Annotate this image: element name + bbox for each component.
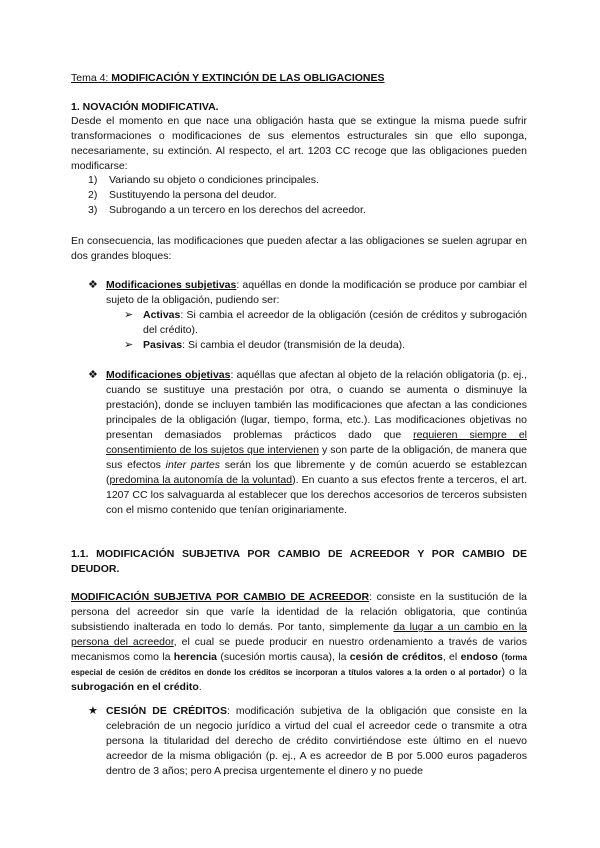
- title-main: MODIFICACIÓN Y EXTINCIÓN DE LAS OBLIGACIONES: [111, 72, 385, 84]
- objective-text: ). En cuanto a sus efectos frente a terceros, el art. 1207 CC los salvaguarda al establecer que los derechos accesorios de terceros subsisten con el mismo contenido que tenían originariamente.: [106, 474, 527, 516]
- cesion-creditos-paragraph: [106, 704, 527, 779]
- list-text: Variando su objeto o condiciones principales.: [109, 174, 319, 186]
- list-item: [88, 203, 366, 218]
- creditor-change-paragraph: [71, 590, 527, 695]
- modification-list: [88, 173, 366, 218]
- creditor-text: .: [198, 681, 202, 693]
- intro-paragraph: Desde el momento en que nace una obligación hasta que se extingue la misma puede sufrir transformaciones o modificaciones de sus elementos estructurales sin que ello suponga, necesariamente, su extinción. Al respecto, el art. 1203 CC recoge que las obligaciones pueden modificarse:: [71, 115, 527, 172]
- subrogacion-bold: subrogación en el crédito: [71, 681, 199, 693]
- objective-modifications-paragraph: [106, 368, 527, 518]
- list-text: Sustituyendo la persona del deudor.: [109, 189, 277, 201]
- diamond-bullet-icon: ❖: [88, 279, 98, 291]
- pasivas-label: Pasivas: [143, 339, 183, 351]
- section-heading-novacion: 1. NOVACIÓN MODIFICATIVA.: [71, 101, 219, 113]
- section-heading-cambio-acreedor-deudor: 1.1. MODIFICACIÓN SUBJETIVA POR CAMBIO DE ACREEDOR Y POR CAMBIO DE DEUDOR.: [71, 548, 527, 575]
- objective-text: : aquéllas que afectan al objeto de la relación obligatoria (p. ej., cuando se sustituye una prestación por otra, o cuando se aumenta o disminuye la prestación), donde se incluyen también las modificaciones que afectan a las condiciones principales de la obligación (lugar, tiempo, forma, etc.). Las modificaciones objetivas no presentan demasiados problemas prácticos dado que: [106, 369, 527, 441]
- inter-partes-italic: inter partes: [165, 459, 220, 471]
- endoso-bold: endoso: [460, 651, 498, 663]
- list-number: 3): [88, 204, 98, 216]
- arrow-bullet-icon: ➢: [124, 309, 134, 321]
- cesion-text: : modificación subjetiva de la obligación que consiste en la celebración de un negocio jurídico a virtud del cual el acreedor cede o transmite a otra persona la titularidad del derecho de crédito convirtiéndose este último en el nuevo acreedor de la misma obligación (p. ej., A es acreedor de B por 5.000 euros pagaderos dentro de 3 años; pero A precisa urgentemente el dinero y no puede: [106, 705, 527, 777]
- star-bullet-icon: ★: [88, 705, 98, 717]
- creditor-text: ) o la: [501, 666, 528, 678]
- creditor-text: : consiste en la sustitución de la persona del acreedor sin que varíe la identidad de la relación obligatoria, que continúa subsistiendo inalterada en todo lo demás. Por tanto, simplemente: [71, 591, 527, 633]
- list-item: [88, 188, 366, 203]
- subjective-text: : aquéllas en donde la modificación se produce por cambiar el sujeto de la obligación, pudiendo ser:: [106, 279, 528, 306]
- creditor-text: (: [497, 651, 505, 663]
- list-number: 1): [88, 174, 98, 186]
- objective-text: serán los que libremente y de común acuerdo se establezcan (: [106, 459, 528, 486]
- document-title: [71, 71, 531, 86]
- list-item: [88, 173, 366, 188]
- pasivas-item: [143, 338, 527, 353]
- list-number: 2): [88, 189, 98, 201]
- consequence-paragraph: En consecuencia, las modificaciones que pueden afectar a las obligaciones se suelen agrupar en dos grandes bloques:: [71, 235, 527, 262]
- creditor-change-label: MODIFICACIÓN SUBJETIVA POR CAMBIO DE ACREEDOR: [71, 591, 370, 603]
- herencia-bold: herencia: [173, 651, 217, 663]
- creditor-text: (sucesión mortis causa), la: [216, 651, 350, 663]
- objective-text: y son parte de la obligación, de manera que sus efectos: [106, 444, 527, 471]
- creditor-text: , el: [442, 651, 461, 663]
- activas-label: Activas: [143, 309, 181, 321]
- consent-underlined: requieren siempre el consentimiento de los sujetos que intervienen: [106, 429, 527, 456]
- list-text: Subrogando a un tercero en los derechos del acreedor.: [109, 204, 366, 216]
- diamond-bullet-icon: ❖: [88, 369, 98, 381]
- activas-text: : Si cambia el acreedor de la obligación (cesión de créditos y subrogación del crédito).: [143, 309, 527, 336]
- subjective-label: Modificaciones subjetivas: [106, 279, 237, 291]
- arrow-bullet-icon: ➢: [124, 339, 134, 351]
- cesion-label: CESIÓN DE CRÉDITOS: [106, 705, 227, 717]
- autonomy-underlined: predomina la autonomía de la voluntad: [109, 474, 293, 486]
- title-prefix: Tema 4:: [71, 72, 112, 84]
- creditor-text: , el cual se puede producir en nuestro ordenamiento a través de varios mecanismos como la: [71, 636, 527, 663]
- cesion-bold: cesión de créditos: [349, 651, 443, 663]
- objective-label: Modificaciones objetivas: [106, 369, 231, 381]
- creditor-underlined: da lugar a un cambio en la persona del acreedor: [71, 621, 527, 648]
- subjective-modifications-paragraph: [106, 278, 527, 308]
- activas-item: [143, 308, 527, 338]
- pasivas-text: : Si cambia el deudor (transmisión de la deuda).: [182, 339, 406, 351]
- endoso-note-small: forma especial de cesión de créditos en donde los créditos se incorporan a títulos valores a la orden o al portador: [71, 653, 527, 677]
